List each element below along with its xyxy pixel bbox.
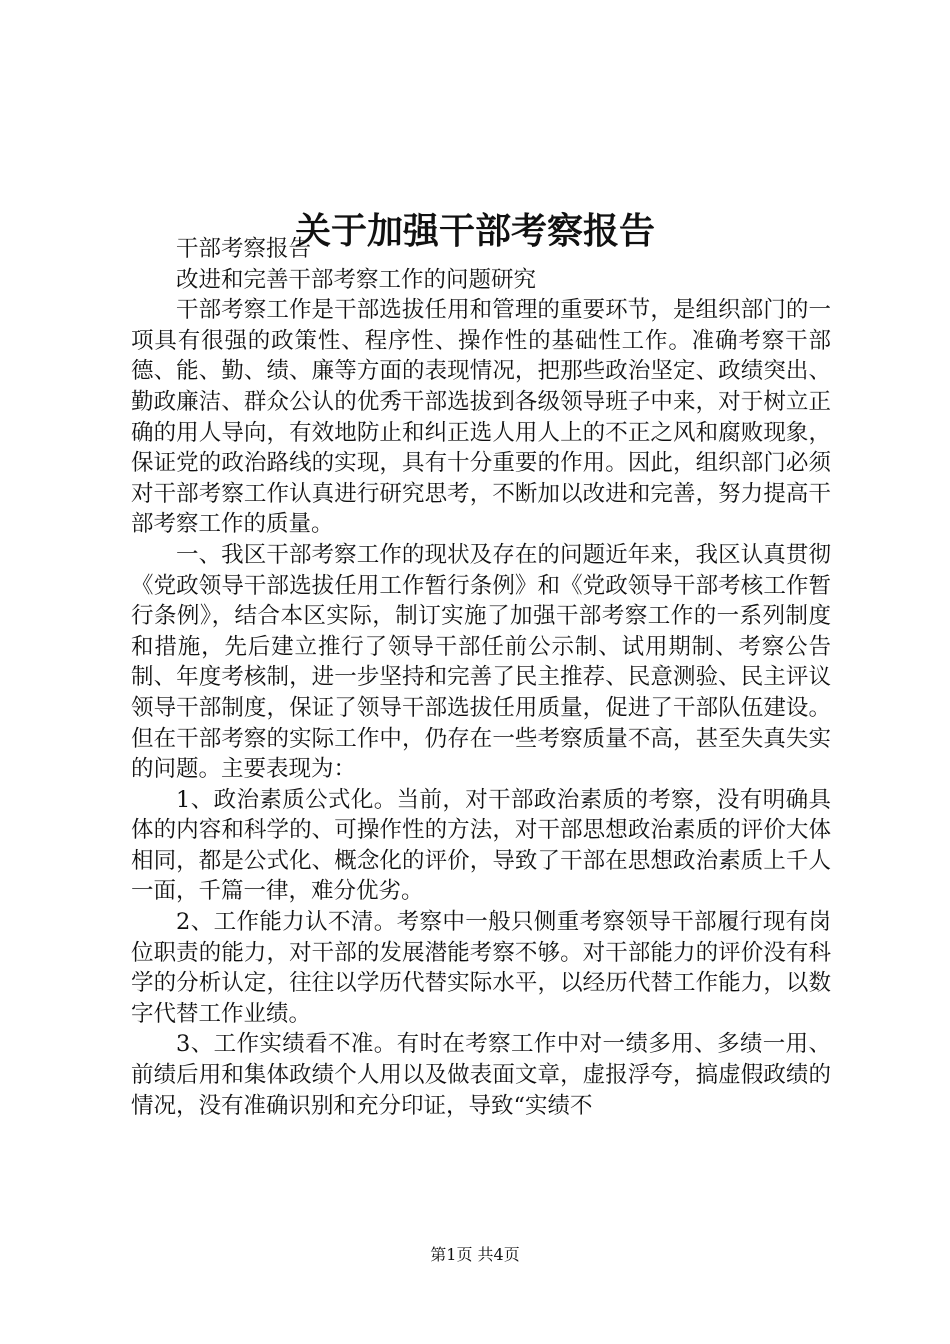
document-body bbox=[131, 234, 831, 1121]
paragraph-intro: 干部考察工作是干部选拔任用和管理的重要环节，是组织部门的一项具有很强的政策性、程序性、操作性的基础性工作。准确考察干部德、能、勤、绩、廉等方面的表现情况，把那些政治坚定、政绩突出、勤政廉洁、群众公认的优秀干部选拔到各级领导班子中来，对于树立正确的用人导向，有效地防止和纠正选人用人上的不正之风和腐败现象，保证党的政治路线的实现，具有十分重要的作用。因此，组织部门必须对干部考察工作认真进行研究思考，不断加以改进和完善，努力提高干部考察工作的质量。 bbox=[131, 297, 831, 538]
paragraph-section-one: 一、我区干部考察工作的现状及存在的问题近年来，我区认真贯彻《党政领导干部选拔任用工作暂行条例》和《党政领导干部考核工作暂行条例》，结合本区实际，制订实施了加强干部考察工作的一系列制度和措施，先后建立推行了领导干部任前公示制、试用期制、考察公告制、年度考核制，进一步坚持和完善了民主推荐、民意测验、民主评议领导干部制度，保证了领导干部选拔任用质量，促进了干部队伍建设。但在干部考察的实际工作中，仍存在一些考察质量不高，甚至失真失实的问题。主要表现为： bbox=[131, 541, 831, 783]
paragraph-subtitle: 干部考察报告 bbox=[176, 236, 312, 262]
paragraph-topic: 改进和完善干部考察工作的问题研究 bbox=[176, 266, 537, 293]
document-title: 关于加强干部考察报告 bbox=[294, 210, 655, 253]
page-footer: 第1页 共4页 bbox=[430, 1245, 520, 1264]
paragraph-item-2: 2、工作能力认不清。考察中一般只侧重考察领导干部履行现有岗位职责的能力，对干部的发展潜能考察不够。对干部能力的评价没有科学的分析认定，往往以学历代替实际水平，以经历代替工作能力，以数字代替工作业绩。 bbox=[131, 909, 831, 1027]
paragraph-item-1: 1、政治素质公式化。当前，对干部政治素质的考察，没有明确具体的内容和科学的、可操作性的方法，对干部思想政治素质的评价大体相同，都是公式化、概念化的评价，导致了干部在思想政治素质上千人一面，千篇一律，难分优劣。 bbox=[131, 786, 831, 905]
paragraph-item-3: 3、工作实绩看不准。有时在考察工作中对一绩多用、多绩一用、前绩后用和集体政绩个人用以及做表面文章，虚报浮夸，搞虚假政绩的情况，没有准确识别和充分印证，导致“实绩不 bbox=[131, 1031, 831, 1119]
